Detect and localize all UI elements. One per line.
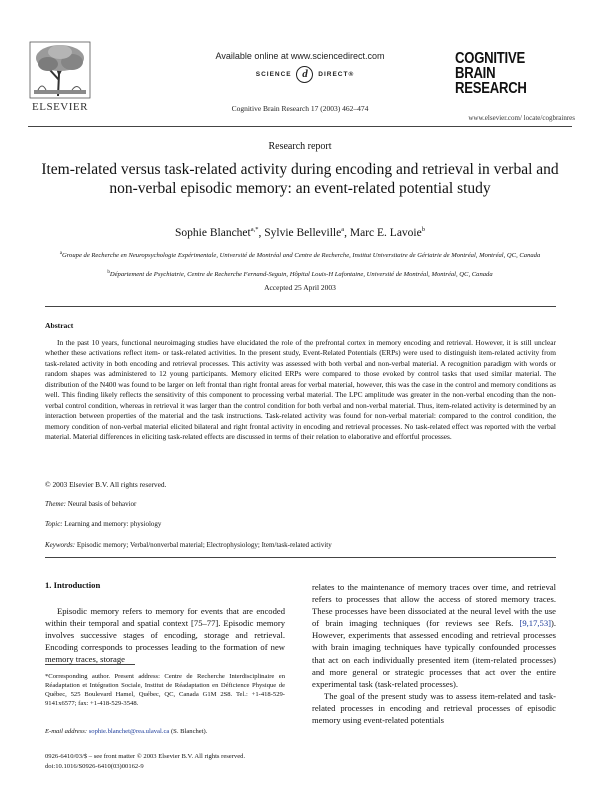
available-online-text: Available online at www.sciencedirect.com	[215, 51, 385, 61]
issn-line: 0926-6410/03/$ – see front matter © 2003 Elsevier B.V. All rights reserved.	[45, 753, 246, 760]
theme-line	[45, 500, 136, 508]
article-type: Research report	[268, 141, 332, 152]
abstract-text: In the past 10 years, functional neuroimaging studies have elucidated the role of the prefrontal cortex in memory encoding and retrieval. However, it is still unclear whether these activations reflect item- or task-related activities. In the present study, Event-Related Potentials (ERPs) were used to distinguish item-related activity from task-related activity in both encoding and retrieval processes. This activity was assessed with both verbal and non-verbal material. A recognition paradigm with words or random shapes was administered to 12 young participants. Memory elicited ERPs were compared to those evoked by control tasks that used similar material. The distribution of the N400 was found to be larger on left frontal than right frontal areas for verbal material, however, this was the case in the control and memory conditions as well. This finding likely reflects the sensitivity of this component to processing verbal material. The LPC amplitude was greater in the non-verbal encoding than the non-verbal control condition, whereas in retrieval it was larger than the control condition for both verbal and non-verbal material. Thus, item-related activity is determined by an interaction between properties of the material and the task instructions. Task-related activity was found for non-verbal material: compared to the control condition, the memory condition of non-verbal material elicited bilateral and right frontal activity in encoding and retrieval processes. No task-related effect was reported with the verbal material. Material differences in eliciting task-related effects are discussed in terms of their relation to elaborative and effortful processes.	[45, 338, 556, 442]
journal-logo-line1: COGNITIVE	[455, 50, 525, 67]
topic-line	[45, 520, 161, 528]
intro-right-paragraph: relates to the maintenance of memory traces over time, and retrieval refers to processes that allow the access of stored memory traces. These processes have been dissociated at the neural level with the use of brain imaging techniques (for reviews see Refs. [9,17,53]). However, experiments that assessed encoding and retrieval processes with brain imaging techniques have typically confounded processes that act on each individually presented item (item-related processes) and more general or strategic processes that act over the entire experimental task (task-related processes). The goal of the present study was to assess item-related and task-related processes in encoding and retrieval processes of episodic memory using event-related potentials	[312, 582, 556, 726]
footnote-rule	[45, 664, 135, 665]
affiliation-b: $^b$Département de Psychiatrie, Centre de Recherche Fernand-Seguin, Hôpital Louis-H Lafontaine, Université de Montréal, Montréal, QC, Canada	[107, 270, 493, 279]
author-sup: b	[421, 226, 425, 233]
sciencedirect-right: DIRECT	[318, 71, 349, 79]
author-sup: a	[341, 226, 345, 233]
accepted-date: Accepted 25 April 2003	[264, 283, 336, 292]
journal-url[interactable]: www.elsevier.com/ locate/cogbrainres	[468, 114, 575, 122]
journal-citation: Cognitive Brain Research 17 (2003) 462–474	[231, 104, 369, 113]
keywords-label: Keywords:	[45, 541, 76, 549]
intro-right-paragraph-2: The goal of the present study was to assess item-related and task-related processes in encoding and retrieval processes of episodic memory using event-related potentials	[312, 690, 556, 726]
journal-logo-line2: BRAIN	[455, 65, 496, 82]
abstract-top-rule	[45, 306, 556, 307]
theme-value: Neural basis of behavior	[67, 500, 137, 508]
keywords-value: Episodic memory; Verbal/nonverbal material; Electrophysiology; Item/task-related activity	[76, 541, 332, 549]
author-name[interactable]: Sophie Blanchet	[175, 226, 251, 239]
corresponding-author-footnote: *Corresponding author. Present address: Centre de Recherche Interdisciplinaire en Réadaptation et Intégration Sociale, Institut de Réadaptation en Déficience Physique de Québec, 525 Boulevard Hamel, Québec, QC, Canada G1M 2S8. Tel.: +1-418-529-9141x6577; fax: +1-418-529-3548.	[45, 673, 285, 707]
elsevier-tree-icon	[28, 40, 92, 100]
reference-link[interactable]: [9,17,53]	[519, 618, 551, 629]
intro-left-paragraph: Episodic memory refers to memory for events that are encoded within their temporal and spatial context [75–77]. Episodic memory involves successive stages of encoding, storage and retrieval. Encoding corresponds to processes leading to the formation of new memory traces, storage	[45, 606, 285, 665]
publisher-name: ELSEVIER	[32, 101, 88, 113]
abstract-bottom-rule	[45, 557, 556, 558]
abstract-copyright: © 2003 Elsevier B.V. All rights reserved.	[45, 480, 167, 489]
article-title: Item-related versus task-related activity during encoding and retrieval in verbal and non-verbal episodic memory: an event-related potential study	[41, 161, 559, 197]
email-line: E-mail address: sophie.blanchet@rea.ulaval.ca (S. Blanchet).	[45, 728, 208, 735]
author-name[interactable]: Marc E. Lavoie	[349, 226, 422, 239]
journal-logo	[455, 51, 527, 96]
abstract-heading: Abstract	[45, 321, 74, 330]
sciencedirect-left: SCIENCE	[255, 71, 292, 79]
theme-label: Theme:	[45, 500, 66, 508]
keywords-line	[45, 541, 332, 549]
journal-logo-line3: RESEARCH	[455, 80, 527, 97]
header-rule	[28, 126, 572, 127]
author-name[interactable]: Sylvie Belleville	[264, 226, 342, 239]
doi-line[interactable]: doi:10.1016/S0926-6410(03)00162-9	[45, 763, 144, 770]
section-heading-introduction: 1. Introduction	[45, 580, 101, 590]
author-list: Sophie Blanchet$^{a,*}$, Sylvie Belleville$^a$, Marc E. Lavoie$^b$	[175, 226, 425, 239]
affiliation-a: $^a$Groupe de Recherche en Neuropsychologie Expérimentale, Université de Montréal and Centre de Recherche, Institut Universitaire de Gériatrie de Montréal, Montréal, QC, Canada	[59, 251, 541, 260]
sciencedirect-mark-icon: d	[296, 66, 313, 83]
elsevier-logo	[28, 40, 92, 113]
topic-label: Topic:	[45, 520, 63, 528]
topic-value: Learning and memory: physiology	[64, 520, 162, 528]
author-sup: a,*	[250, 226, 259, 233]
sciencedirect-logo: SCIENCE d DIRECT®	[210, 66, 400, 82]
email-label: E-mail address:	[45, 728, 88, 735]
email-link[interactable]: sophie.blanchet@rea.ulaval.ca	[88, 728, 170, 735]
